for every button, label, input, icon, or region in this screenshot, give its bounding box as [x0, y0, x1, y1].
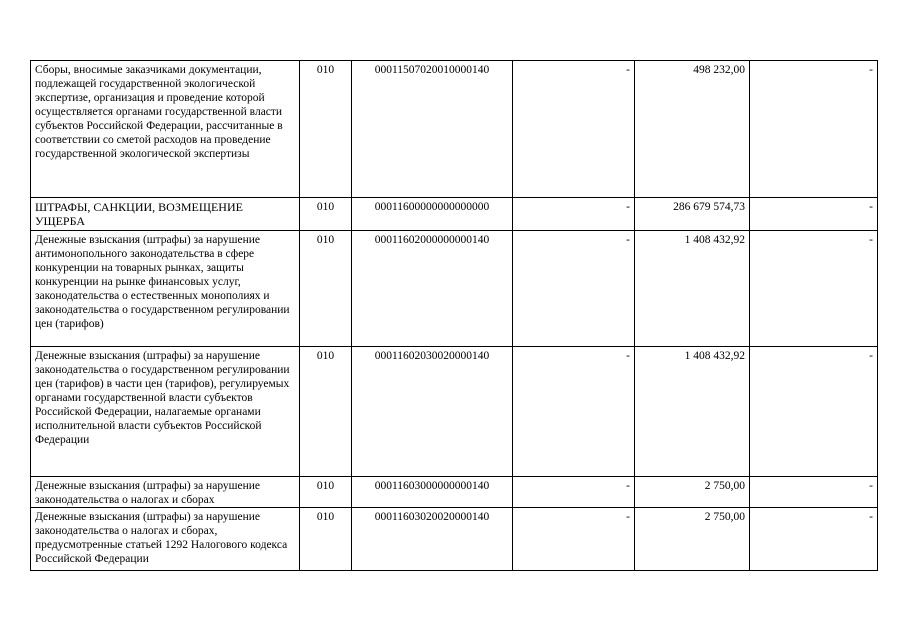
row-col4: - — [626, 350, 630, 362]
row-col4: - — [626, 201, 630, 213]
row-kbk: 00011603000000000140 — [374, 480, 490, 492]
row-code-cell — [300, 347, 352, 477]
row-col4-cell — [513, 347, 635, 477]
row-name: Денежные взыскания (штрафы) за нарушение законодательства о налогах и сборах — [35, 480, 261, 506]
row-name: Денежные взыскания (штрафы) за нарушение законодательства о налогах и сборах, предусмотренные статьей 1292 Налогового кодекса Российской Федерации — [35, 511, 288, 565]
row-kbk-cell — [352, 477, 513, 508]
row-kbk-cell — [352, 61, 513, 198]
row-code-cell — [300, 477, 352, 508]
row-kbk: 00011507020010000140 — [374, 64, 490, 76]
row-col5: 2 750,00 — [704, 480, 745, 492]
row-name-cell — [31, 231, 300, 347]
row-name-cell — [31, 508, 300, 571]
row-kbk-cell — [352, 231, 513, 347]
row-code: 010 — [316, 350, 335, 362]
budget-revenue-table — [30, 60, 878, 571]
row-name: Сборы, вносимые заказчиками документации, подлежащей государственной экологической экспертизе, организация и проведение которой осуществляется органами государственной власти субъектов Российской Федерации, рассчитанные в соответствии со сметой расходов на проведение государственной экологической экспертизы — [35, 64, 283, 160]
row-col4-cell — [513, 231, 635, 347]
row-col6-cell — [750, 508, 878, 571]
row-col4: - — [626, 234, 630, 246]
row-name: ШТРАФЫ, САНКЦИИ, ВОЗМЕЩЕНИЕ УЩЕРБА — [35, 200, 243, 228]
row-col6: - — [869, 201, 873, 213]
table-row — [31, 508, 878, 571]
row-col6: - — [869, 350, 873, 362]
row-col6-cell — [750, 477, 878, 508]
row-col4: - — [626, 480, 630, 492]
table-row — [31, 198, 878, 231]
row-code: 010 — [316, 64, 335, 76]
row-col5-cell — [635, 347, 750, 477]
row-name-cell — [31, 477, 300, 508]
row-code-cell — [300, 508, 352, 571]
row-col6: - — [869, 511, 873, 523]
row-kbk: 00011602000000000140 — [374, 234, 490, 246]
row-col4-cell — [513, 198, 635, 231]
row-name-cell — [31, 347, 300, 477]
row-kbk-cell — [352, 347, 513, 477]
row-col6: - — [869, 234, 873, 246]
row-kbk-cell — [352, 198, 513, 231]
row-col5-cell — [635, 508, 750, 571]
table-row — [31, 61, 878, 198]
row-col6-cell — [750, 347, 878, 477]
row-name-cell — [31, 61, 300, 198]
row-col5: 1 408 432,92 — [684, 350, 745, 362]
row-col5: 286 679 574,73 — [673, 201, 745, 213]
row-code-cell — [300, 231, 352, 347]
row-col4-cell — [513, 61, 635, 198]
row-code-cell — [300, 198, 352, 231]
table-row — [31, 347, 878, 477]
row-code: 010 — [316, 511, 335, 523]
row-col4: - — [626, 64, 630, 76]
row-col4-cell — [513, 508, 635, 571]
row-col5-cell — [635, 231, 750, 347]
table-row — [31, 231, 878, 347]
row-name: Денежные взыскания (штрафы) за нарушение антимонопольного законодательства в сфере конкуренции на товарных рынках, защиты конкуренции на рынке финансовых услуг, законодательства о естественных монополиях и законодательства о государственном регулировании цен (тарифов) — [35, 234, 290, 330]
row-col5: 2 750,00 — [704, 511, 745, 523]
row-col4-cell — [513, 477, 635, 508]
row-kbk: 00011603020020000140 — [374, 511, 490, 523]
row-col6: - — [869, 64, 873, 76]
row-col6: - — [869, 480, 873, 492]
row-kbk-cell — [352, 508, 513, 571]
table-row — [31, 477, 878, 508]
row-col5: 498 232,00 — [693, 64, 745, 76]
row-col5-cell — [635, 477, 750, 508]
row-col5-cell — [635, 61, 750, 198]
row-name-cell — [31, 198, 300, 231]
row-kbk: 00011602030020000140 — [374, 350, 490, 362]
row-code: 010 — [316, 234, 335, 246]
row-code: 010 — [316, 480, 335, 492]
row-code-cell — [300, 61, 352, 198]
row-col5: 1 408 432,92 — [684, 234, 745, 246]
row-name: Денежные взыскания (штрафы) за нарушение законодательства о государственном регулировании цен (тарифов) в части цен (тарифов), регулируемых органами государственной власти субъектов Российской Федерации, налагаемые органами исполнительной власти субъектов Российской Федерации — [35, 350, 290, 446]
row-col6-cell — [750, 231, 878, 347]
row-kbk: 00011600000000000000 — [374, 201, 490, 213]
row-col5-cell — [635, 198, 750, 231]
row-col6-cell — [750, 61, 878, 198]
row-code: 010 — [316, 201, 335, 213]
row-col4: - — [626, 511, 630, 523]
row-col6-cell — [750, 198, 878, 231]
